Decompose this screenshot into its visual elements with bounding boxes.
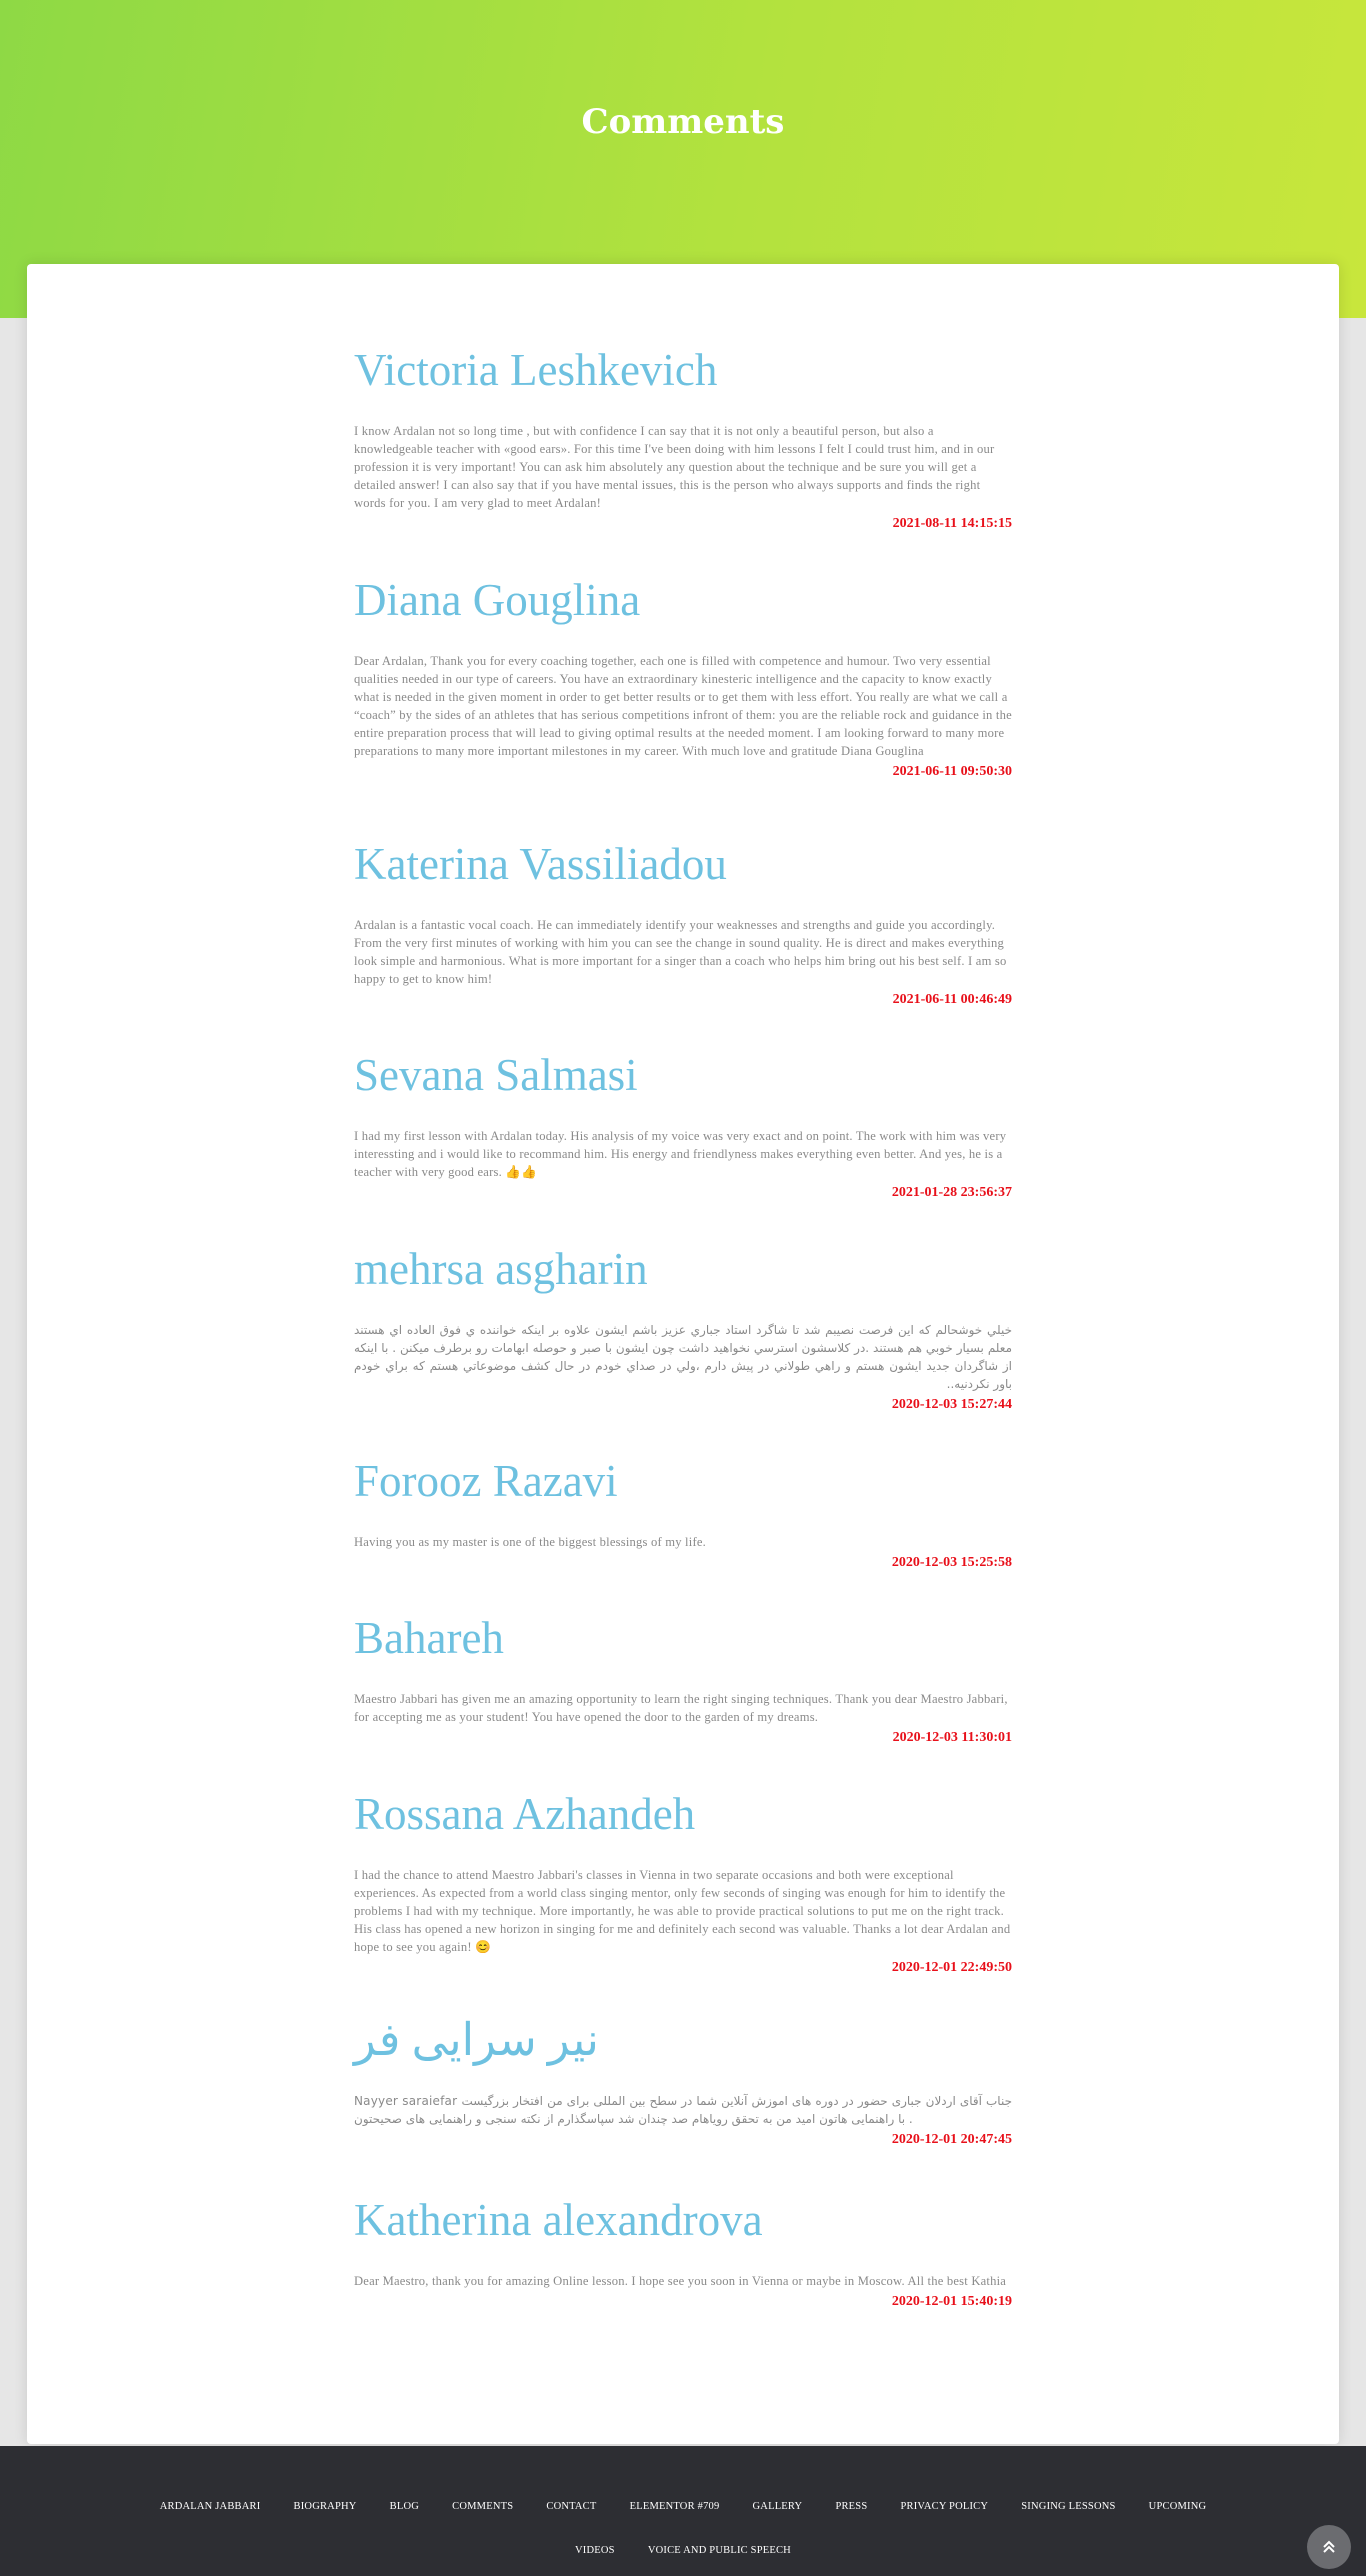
comment-text: Having you as my master is one of the biggest blessings of my life. — [354, 1535, 706, 1549]
comment-text: Dear Maestro, thank you for amazing Online lesson. I hope see you soon in Vienna or maybe in Moscow. All the best Kathia — [354, 2274, 1007, 2288]
comment-author: Rossana Azhandeh — [354, 1789, 696, 1839]
comment-date: 2020-12-03 15:25:58 — [891, 1555, 1012, 1570]
comment-text: Dear Ardalan, Thank you for every coaching together, each one is filled with competence and humour. Two very essential qualities needed in our type of careers. You have an extraordinary kinesteric intelligence and the capacity to know exactly what is needed in the given moment in order to get better results or to get them with less effort. You really are what we call a “coach” by the sides of an athletes that has serious competitions infront of them: you are the reliable rock and guidance in the entire preparation process that will lead to giving optimal results at the needed moment. I am looking forward to many more preparations to many more important milestones in my career. With much love and gratitude Diana Gouglina — [354, 654, 1012, 758]
comment-date: 2020-12-03 15:27:44 — [891, 1397, 1012, 1412]
footer-link-ardalan-jabbari[interactable]: ARDALAN JABBARI — [159, 2501, 261, 2512]
comment-date: 2020-12-01 15:40:19 — [891, 2294, 1012, 2309]
comment-date: 2021-06-11 00:46:49 — [892, 992, 1012, 1007]
comment-author: Bahareh — [354, 1613, 504, 1663]
comment-list — [354, 340, 1012, 2340]
footer-nav-row-2 — [0, 2538, 1366, 2557]
double-chevron-up-icon — [1321, 2539, 1337, 2555]
comment-text: Maestro Jabbari has given me an amazing opportunity to learn the right singing techniques. Thank you dear Maestro Jabbari, for accepting me as your student! You have opened the door to the garden of my dreams. — [354, 1692, 1008, 1724]
comment-date: 2020-12-03 11:30:01 — [892, 1730, 1012, 1745]
comment-item — [354, 570, 1012, 834]
comment-date: 2021-06-11 09:50:30 — [892, 764, 1012, 779]
comment-date: 2021-08-11 14:15:15 — [892, 516, 1012, 531]
comment-text: Nayyer saraiefar جناب آقای اردلان جباری حضور در دوره های اموزش آنلاین شما در سطح بین المللی برای من افتخار بزرگیست . با راهنمایی هاتون امید من به تحقق رویاهام صد چندان شد سپاسگذارم از نکته سنجی و راهنمایی های صحیحتون — [354, 2094, 1012, 2126]
comment-author: Katherina alexandrova — [354, 2195, 763, 2245]
footer-link-biography[interactable]: BIOGRAPHY — [293, 2501, 357, 2512]
footer-link-voice-and-public-speech[interactable]: VOICE AND PUBLIC SPEECH — [647, 2545, 791, 2556]
comment-date: 2020-12-01 22:49:50 — [891, 1960, 1012, 1975]
comment-item — [354, 2010, 1012, 2190]
comment-item — [354, 1045, 1012, 1239]
footer-link-contact[interactable]: CONTACT — [546, 2501, 597, 2512]
footer-link-videos[interactable]: VIDEOS — [575, 2545, 615, 2556]
footer-link-gallery[interactable]: GALLERY — [752, 2501, 803, 2512]
footer-link-privacy-policy[interactable]: PRIVACY POLICY — [900, 2501, 989, 2512]
comment-item — [354, 1608, 1012, 1784]
scroll-to-top-button[interactable] — [1307, 2525, 1351, 2569]
footer-link-elementor[interactable]: ELEMENTOR #709 — [629, 2501, 720, 2512]
comment-author: mehrsa asgharin — [354, 1244, 648, 1294]
comment-item — [354, 1239, 1012, 1451]
comment-item — [354, 340, 1012, 570]
comment-author: Diana Gouglina — [354, 575, 641, 625]
footer-nav-row-1 — [0, 2494, 1366, 2513]
comment-author: نیر سرایی فر — [354, 2015, 599, 2065]
comment-text: I know Ardalan not so long time , but with confidence I can say that it is not only a beautiful person, but also a knowledgeable teacher with «good ears». For this time I've been doing with him lessons I felt I could trust him, and in our profession it is very important! You can ask him absolutely any question about the technique and be sure you will get a detailed answer! I can also say that if you have mental issues, this is the person who always supports and finds the right words for you. I am very glad to meet Ardalan! — [354, 424, 995, 510]
comment-author: Katerina Vassiliadou — [354, 839, 727, 889]
comment-author: Victoria Leshkevich — [354, 345, 718, 395]
footer-link-comments[interactable]: COMMENTS — [452, 2501, 514, 2512]
comment-text: I had the chance to attend Maestro Jabbari's classes in Vienna in two separate occasions and both were exceptional experiences. As expected from a world class singing mentor, only few seconds of singing was enough for him to identify the problems I had with my technique. More importantly, he was able to provide practical solutions to put me on the right track. His class has opened a new horizon in singing for me and definitely each second was valuable. Thanks a lot dear Ardalan and hope to see you again! 😊 — [354, 1868, 1011, 1954]
footer-link-singing-lessons[interactable]: SINGING LESSONS — [1021, 2501, 1116, 2512]
comment-item — [354, 1784, 1012, 2010]
comment-date: 2021-01-28 23:56:37 — [891, 1185, 1012, 1200]
footer-link-blog[interactable]: BLOG — [389, 2501, 420, 2512]
footer-link-upcoming[interactable]: UPCOMING — [1148, 2501, 1207, 2512]
comment-text: I had my first lesson with Ardalan today. His analysis of my voice was very exact and on point. The work with him was very interessting and i would like to recommand him. His energy and friendlyness makes everything even better. And yes, he is a teacher with very good ears. 👍👍 — [354, 1129, 1007, 1179]
comment-item — [354, 2190, 1012, 2340]
comment-text: خيلي خوشحالم كه اين فرصت نصيبم شد تا شاگرد استاد جباري عزيز باشم ايشون علاوه بر اينكه خواننده ي فوق العاده اي هستند معلم بسيار خوبي هم هستند .در كلاسشون استرسي نخواهيد داشت چون ايشون با صبر و حوصله ابهامات رو برطرف ميكنن . با اينكه از شاگردان جديد ايشون هستم و راهي طولاني در پيش دارم ،ولي در صداي خودم در حال كشف موضوعاتي هستم كه براي خودم باور نكردنيه.. — [354, 1323, 1012, 1391]
comment-author: Forooz Razavi — [354, 1456, 618, 1506]
comment-date: 2020-12-01 20:47:45 — [891, 2132, 1012, 2147]
comment-author: Sevana Salmasi — [354, 1050, 638, 1100]
comment-item — [354, 834, 1012, 1045]
comment-text: Ardalan is a fantastic vocal coach. He can immediately identify your weaknesses and strengths and guide you accordingly. From the very first minutes of working with him you can see the change in sound quality. He is direct and makes everything look simple and harmonious. What is more important for a singer than a coach who helps him bring out his best self. I am so happy to get to know him! — [354, 918, 1007, 986]
comment-item — [354, 1451, 1012, 1608]
page-title: Comments — [581, 102, 785, 142]
site-footer — [0, 2446, 1366, 2576]
footer-link-press[interactable]: PRESS — [835, 2501, 868, 2512]
